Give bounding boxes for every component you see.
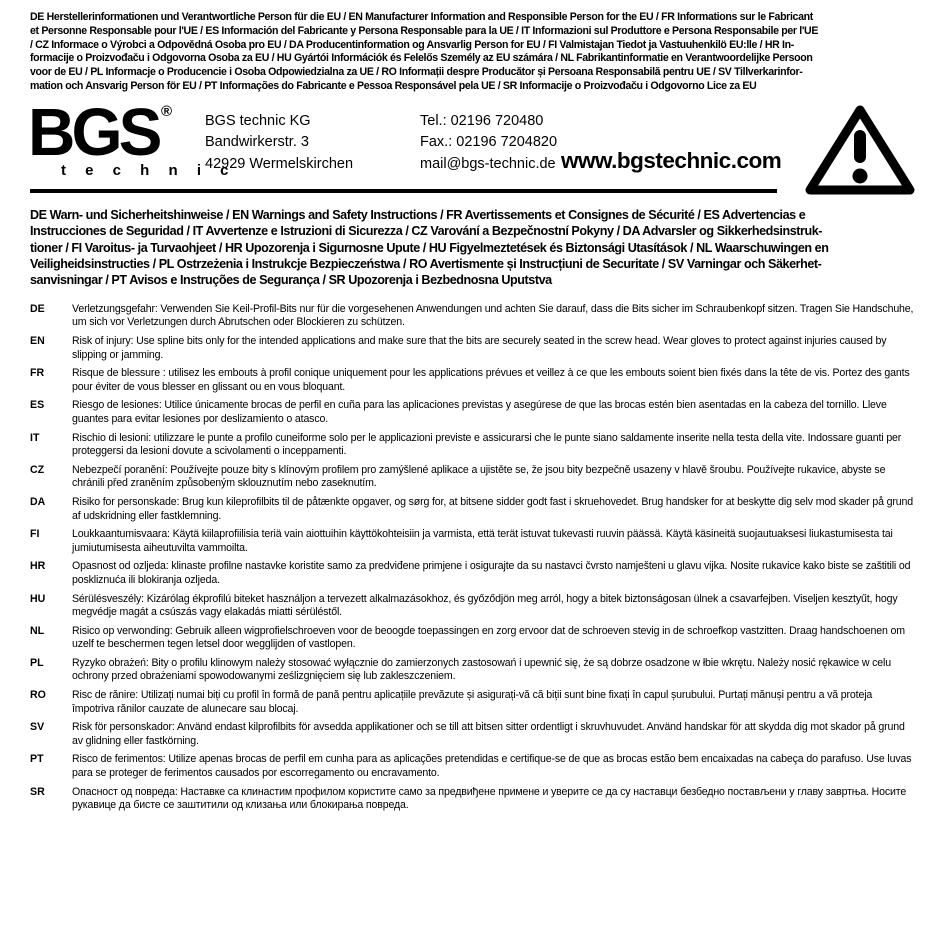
safety-text: Loukkaantumisvaara: Käytä kiilaprofiilisia teriä vain aiottuihin käyttökohteisiin ja varmista, että terät istuvat tukevasti ruuvin päässä. Käytä käsineitä suojautuaksesi liukastumisesta tai jumiutumisesta aiheutuvilta vammoilta. xyxy=(72,528,893,554)
language-code: CZ xyxy=(30,463,45,476)
divider-line xyxy=(30,189,777,193)
manufacturer-info-line: voor de EU / PL Informacje o Producencie i Osoba Odpowiedzialna za UE / RO Informații despre Producător și Persoana Responsabilă pentru UE / SV Tillverkarinfor- xyxy=(30,66,803,79)
safety-item-pl xyxy=(30,657,915,684)
manufacturer-info-line: mation och Ansvarig Person för EU / PT Informações do Fabricante e Pessoa Responsável pela UE / SR Informacije o Proizvođaču i Odgovorno Lice za EU xyxy=(30,79,757,92)
manufacturer-info-line: et Personne Responsable pour l'UE / ES Información del Fabricante y Persona Responsable para la UE / IT Informazioni sul Produttore e Persona Responsabile per l'UE xyxy=(30,24,819,37)
manufacturer-info-line: formacije o Proizvođaču i Odgovorna Osoba za EU / HU Gyártói Információk és Felelős Személy az EU számára / NL Fabrikantinformatie en Verantwoordelijke Persoon xyxy=(30,52,813,65)
language-code: ES xyxy=(30,399,45,412)
safety-text: Rischio di lesioni: utilizzare le punte a profilo cuneiforme solo per le applicazioni previste e assicurarsi che le punte siano saldamente inserite nella testa della vite. Indossare guanti per proteggersi da lesioni dovute a scivolamenti o inceppamenti. xyxy=(72,431,902,458)
company-name: BGS technic KG xyxy=(205,112,311,129)
warnings-header xyxy=(30,207,943,289)
safety-item-hu xyxy=(30,593,915,620)
warnings-header-line: sanvisningar / PT Avisos e Instruções de Segurança / SR Upozorenja i Bezbednosna Uputstva xyxy=(30,273,552,288)
registered-trademark-icon: ® xyxy=(161,102,173,120)
bgs-logo xyxy=(28,94,237,179)
safety-item-sv xyxy=(30,721,915,748)
safety-text: Ryzyko obrażeń: Bity o profilu klinowym należy stosować wyłącznie do zamierzonych zastosowań i upewnić się, że są dobrze osadzone w łbie wkrętu. Należy nosić rękawice w celu ochrony przed obrażeniami spowodowanymi ześlizgnięciem się lub zakleszczeniem. xyxy=(72,656,891,683)
warnings-header-line: Veiligheidsinstructies / PL Ostrzeżenia i Instrukcje Bezpieczeństwa / RO Avertismente și Instrucțiuni de Securitate / SV Varningar och Säkerhet- xyxy=(30,257,822,271)
language-code: SV xyxy=(30,721,45,734)
safety-text: Risque de blessure : utilisez les embouts à profil conique uniquement pour les applications prévues et veillez à ce que les embouts soient bien fixés dans la tête de vis. Portez des gants pour éviter de vous blesser en glissant ou en vous bloquant. xyxy=(72,367,910,393)
safety-item-fr xyxy=(30,367,915,394)
safety-item-it xyxy=(30,432,915,459)
logo-technic-text: t e c h n i c xyxy=(61,161,237,179)
language-code: HU xyxy=(30,592,46,605)
fax-number: Fax.: 02196 7204820 xyxy=(420,134,558,151)
language-code: FR xyxy=(30,367,45,380)
safety-item-en xyxy=(30,335,915,362)
safety-item-da xyxy=(30,496,915,523)
company-street: Bandwirkerstr. 3 xyxy=(205,134,309,151)
safety-text: Verletzungsgefahr: Verwenden Sie Keil-Profil-Bits nur für die vorgesehenen Anwendungen und achten Sie darauf, dass die Bits sicher im Schraubenkopf sitzen. Tragen Sie Handschuhe, um sich vor Verletzungen durch Abrutschen oder Blockieren zu schützen. xyxy=(72,302,914,329)
safety-text: Riesgo de lesiones: Utilice únicamente brocas de perfil en cuña para las aplicaciones previstas y asegúrese de que las brocas estén bien asentadas en la cabeza del tornillo. Lleve guantes para evitar lesiones por deslizamiento o atasco. xyxy=(72,399,887,425)
safety-item-fi xyxy=(30,528,915,555)
warnings-header-line: tioner / FI Varoitus- ja Turvaohjeet / HR Upozorenja i Sigurnosne Upute / HU Figyelmeztetések és Biztonsági Utasítások / NL Waarschuwingen en xyxy=(30,240,829,255)
language-code: SR xyxy=(30,785,45,798)
safety-text: Risk för personskador: Använd endast kilprofilbits för avsedda applikationer och se till att bitsen sitter ordentligt i skruvhuvudet. Använd handskar för att skydda dig mot skador på grund av glidning eller fastkörning. xyxy=(72,721,905,747)
safety-item-es xyxy=(30,399,915,426)
company-header-row xyxy=(0,94,943,189)
safety-text: Opasnost od ozljeda: klinaste profilne nastavke koristite samo za predviđene primjene i osigurajte da su nastavci čvrsto namješteni u glavu vijka. Nosite rukavice kako biste se zaštitili od poskliznuća ili blokiranja ozljeda. xyxy=(72,560,911,586)
manufacturer-info-line: DE Herstellerinformationen und Verantwortliche Person für die EU / EN Manufacturer Information and Responsible Person for the EU / FR Informations sur le Fabricant xyxy=(30,11,813,23)
website-url: www.bgstechnic.com xyxy=(561,147,782,173)
language-code: NL xyxy=(30,624,45,637)
language-code: PT xyxy=(30,753,44,766)
language-code: RO xyxy=(30,689,46,702)
warning-triangle-icon xyxy=(803,103,917,197)
warnings-header-line: DE Warn- und Sicherheitshinweise / EN Warnings and Safety Instructions / FR Avertissements et Consignes de Sécurité / ES Advertencias e xyxy=(30,207,806,222)
company-address-block xyxy=(205,111,353,176)
safety-item-pt xyxy=(30,753,915,780)
language-code: IT xyxy=(30,431,40,444)
safety-text: Risk of injury: Use spline bits only for the intended applications and make sure that the bits are securely seated in the screw head. Wear gloves to protect against injuries caused by slipping or jamming. xyxy=(72,335,887,361)
safety-item-ro xyxy=(30,689,915,716)
safety-item-de xyxy=(30,303,915,330)
language-code: EN xyxy=(30,335,45,347)
safety-item-nl xyxy=(30,625,915,652)
warnings-header-line: Instrucciones de Seguridad / IT Avvertenze e Istruzioni di Sicurezza / CZ Varování a Bezpečnostní Pokyny / DA Advarsler og Sikkerhedsinstruk- xyxy=(30,224,823,239)
safety-text: Risc de rănire: Utilizați numai biți cu profil în formă de pană pentru aplicațiile prevăzute și asigurați-vă că biții sunt bine fixați în capul șurubului. Purtați mănuși pentru a vă proteja împotriva rănilor cauzate de alunecare sau blocaj. xyxy=(72,689,873,715)
manufacturer-info-line: / CZ Informace o Výrobci a Odpovědná Osoba pro EU / DA Producentinformation og Ansvarlig Person for EU / FI Valmistajan Tiedot ja Vastuuhenkilö EU:lle / HR In- xyxy=(30,38,794,51)
safety-item-cz xyxy=(30,464,915,491)
language-code: FI xyxy=(30,528,40,541)
language-code: HR xyxy=(30,560,46,573)
language-code: DA xyxy=(30,495,46,508)
safety-text: Sérülésveszély: Kizárólag ékprofilú biteket használjon a tervezett alkalmazásokhoz, és győződjön meg arról, hogy a bitek biztonságosan ülnek a csavarfejben. Viseljen kesztyűt, hogy megvédje magát a csúszás vagy elakadás miatti sérüléstől. xyxy=(72,592,898,619)
safety-instructions-list xyxy=(30,303,915,813)
safety-item-sr xyxy=(30,786,915,813)
phone-number: Tel.: 02196 720480 xyxy=(420,112,544,129)
email-address: mail@bgs-technic.de xyxy=(420,155,556,172)
safety-text: Nebezpečí poranění: Používejte pouze bity s klínovým profilem pro zamýšlené aplikace a ujistěte se, že jsou bity bezpečně usazeny v hlavě šroubu. Používejte rukavice, abyste se chránili před zraněním způsobeným sklouznutím nebo zaseknutím. xyxy=(72,463,886,490)
language-code: DE xyxy=(30,302,45,315)
manufacturer-info-header xyxy=(0,0,943,94)
logo-brand-text: BGS xyxy=(28,94,159,170)
company-city: 42929 Wermelskirchen xyxy=(205,155,354,172)
safety-text: Risco de ferimentos: Utilize apenas brocas de perfil em cunha para as aplicações pretendidas e certifique-se de que as brocas estão bem encaixadas na cabeça do parafuso. Use luvas para se proteger de ferimentos causados por escorregamento ou encravamento. xyxy=(72,753,912,780)
safety-text: Опасност од повреда: Наставке са клинастим профилом користите само за предвиђене примене и уверите се да су наставци безбедно постављени у главу завртња. Носите рукавице да бисте се заштитили од клизања или блокирања повреда. xyxy=(72,785,907,812)
safety-text: Risico op verwonding: Gebruik alleen wigprofielschroeven voor de beoogde toepassingen en zorg ervoor dat de schroeven stevig in de schroefkop vastzitten. Draag handschoenen om uzelf te beschermen tegen letsel door wegglijden of vastlopen. xyxy=(72,624,905,651)
language-code: PL xyxy=(30,656,44,669)
safety-item-hr xyxy=(30,560,915,587)
safety-text: Risiko for personskade: Brug kun kileprofilbits til de påtænkte opgaver, og sørg for, at bitsene sidder godt fast i skruehovedet. Brug handsker for at beskytte dig selv mod skader på grund af udskridning eller fastklemning. xyxy=(72,495,913,522)
company-contact-block xyxy=(420,111,557,176)
